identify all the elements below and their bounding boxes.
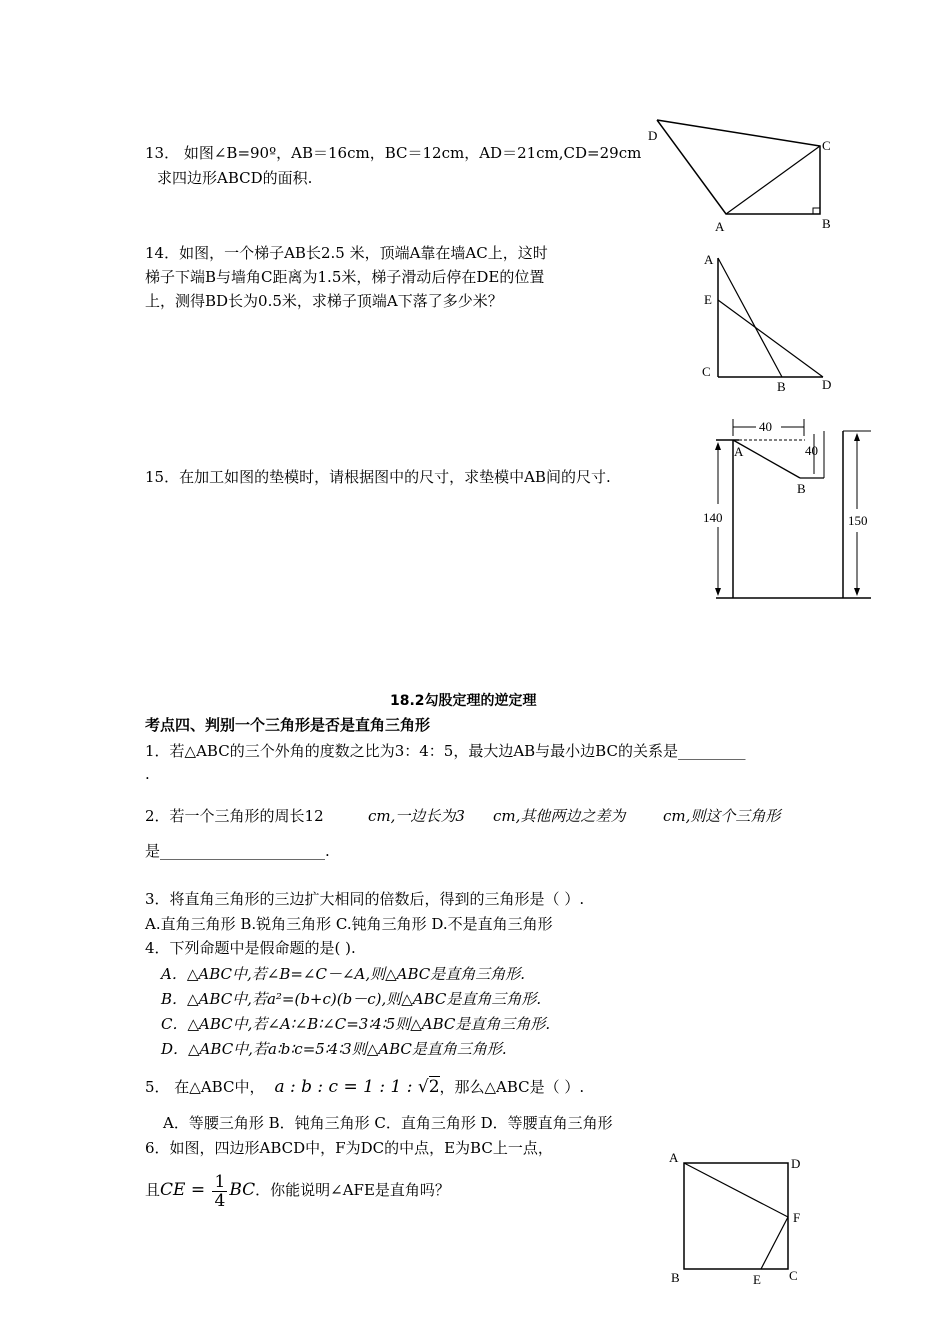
p6-label-d: D [791, 1156, 801, 1171]
p6-label-e: E [753, 1272, 761, 1287]
q13-label-b: B [822, 216, 831, 231]
q13-label-c: C [822, 138, 831, 153]
q13-diagonal-ac [726, 146, 820, 214]
p1-line2: . [145, 765, 150, 783]
p5-post: ，那么△ABC是（ ）. [439, 1078, 585, 1096]
p6-post: ．你能说明∠AFE是直角吗？ [255, 1181, 450, 1199]
q15-figure [703, 414, 873, 614]
p2-part-c: cm,其他两边之差为 [493, 807, 626, 825]
q15-dim-small-label: 40 [805, 443, 818, 458]
q14-label-e: E [704, 292, 712, 307]
q15-label-a: A [734, 444, 744, 459]
q15-label-b: B [797, 481, 806, 496]
q15-dim-top-label: 40 [759, 419, 772, 434]
p6-line1: 6．如图，四边形ABCD中，F为DC的中点，E为BC上一点， [145, 1139, 553, 1157]
p6-line2 [145, 1168, 450, 1212]
q13-right-angle-mark [813, 208, 820, 214]
p3-options: A.直角三角形 B.锐角三角形 C.钝角三角形 D.不是直角三角形 [145, 915, 553, 933]
p3-line1: 3．将直角三角形的三边扩大相同的倍数后，得到的三角形是（ ）. [145, 890, 585, 908]
p5-line1 [145, 1076, 584, 1098]
p2-part-a: 2．若一个三角形的周长12 [145, 807, 324, 825]
q15-arrow-left-up [715, 442, 721, 450]
q13-label-a: A [715, 219, 725, 234]
q14-line1: 14．如图，一个梯子AB长2.5 米，顶端A靠在墙AC上，这时 [145, 244, 548, 262]
section-title: 18.2勾股定理的逆定理 [390, 693, 537, 709]
p6-fraction [212, 1173, 227, 1210]
q14-line3: 上，测得BD长为0.5米，求梯子顶端A下落了多少米？ [145, 292, 503, 310]
q14-ladder-ed [718, 300, 823, 377]
p6-segment-fe [761, 1217, 788, 1269]
q15-arrow-right-down [854, 588, 860, 596]
p4-option-b: B．△ABC中,若a²=(b+c)(b－c),则△ABC是直角三角形. [161, 990, 542, 1008]
q14-label-d: D [822, 377, 832, 392]
p5-pre: 5． 在△ABC中， [145, 1078, 265, 1096]
p6-segment-af [684, 1163, 788, 1217]
p4-option-d: D．△ABC中,若a∶b∶c=5∶4∶3则△ABC是直角三角形. [161, 1040, 507, 1058]
q13-figure [645, 112, 845, 232]
p2-part-d: cm,则这个三角形 [663, 807, 781, 825]
q15-arrow-right-up [854, 433, 860, 441]
p1-line1: 1．若△ABC的三个外角的度数之比为3：4：5，最大边AB与最小边BC的关系是_________ [145, 742, 746, 760]
p6-figure [665, 1150, 815, 1290]
q13-line1: 13． 如图∠B=90º，AB＝16cm，BC＝12cm，AD＝21cm,CD=29cm [145, 144, 642, 162]
p4-line1: 4．下列命题中是假命题的是( ). [145, 939, 356, 957]
p5-options: A．等腰三角形 B．钝角三角形 C．直角三角形 D．等腰直角三角形 [163, 1114, 613, 1132]
q15-arrow-left-down [715, 588, 721, 596]
q15-line1: 15．在加工如图的垫模时，请根据图中的尺寸，求垫模中AB间的尺寸. [145, 468, 611, 486]
p2-part-b: cm,一边长为3 [368, 807, 465, 825]
p6-label-a: A [669, 1150, 679, 1165]
p6-bc: BC [229, 1180, 256, 1200]
p2-line2: 是______________________. [145, 842, 330, 860]
p6-label-f: F [793, 1210, 801, 1225]
q14-label-b: B [777, 379, 786, 394]
q14-label-c: C [702, 364, 711, 379]
p4-option-a: A．△ABC中,若∠B=∠C－∠A,则△ABC是直角三角形. [161, 965, 526, 983]
p6-fraction-numerator: 1 [214, 1171, 226, 1192]
p6-square [684, 1163, 788, 1269]
p6-pre: 且 [145, 1181, 161, 1199]
q14-line2: 梯子下端B与墙角C距离为1.5米，梯子滑动后停在DE的位置 [145, 268, 545, 286]
q14-label-a: A [704, 252, 714, 267]
p5-sqrt-sign: √ [417, 1077, 429, 1097]
q15-dim-right-label: 150 [848, 513, 868, 528]
p4-option-c: C．△ABC中,若∠A∶∠B∶∠C=3∶4∶5则△ABC是直角三角形. [161, 1015, 551, 1033]
p5-ratio: a : b : c = 1 : 1 : [274, 1077, 418, 1097]
q13-quadrilateral [657, 120, 820, 214]
p5-root: 2 [428, 1077, 440, 1097]
q14-ladder-ab [718, 258, 782, 377]
p6-fraction-denominator: 4 [214, 1190, 226, 1211]
q13-line2: 求四边形ABCD的面积. [157, 169, 313, 187]
p6-label-c: C [789, 1268, 798, 1283]
q15-dim-left-label: 140 [703, 510, 723, 525]
q13-label-d: D [648, 128, 658, 143]
q14-figure [698, 248, 848, 398]
p6-ce: CE = [160, 1180, 211, 1200]
p6-label-b: B [671, 1270, 680, 1285]
section-subtitle: 考点四、判别一个三角形是否是直角三角形 [145, 716, 431, 734]
